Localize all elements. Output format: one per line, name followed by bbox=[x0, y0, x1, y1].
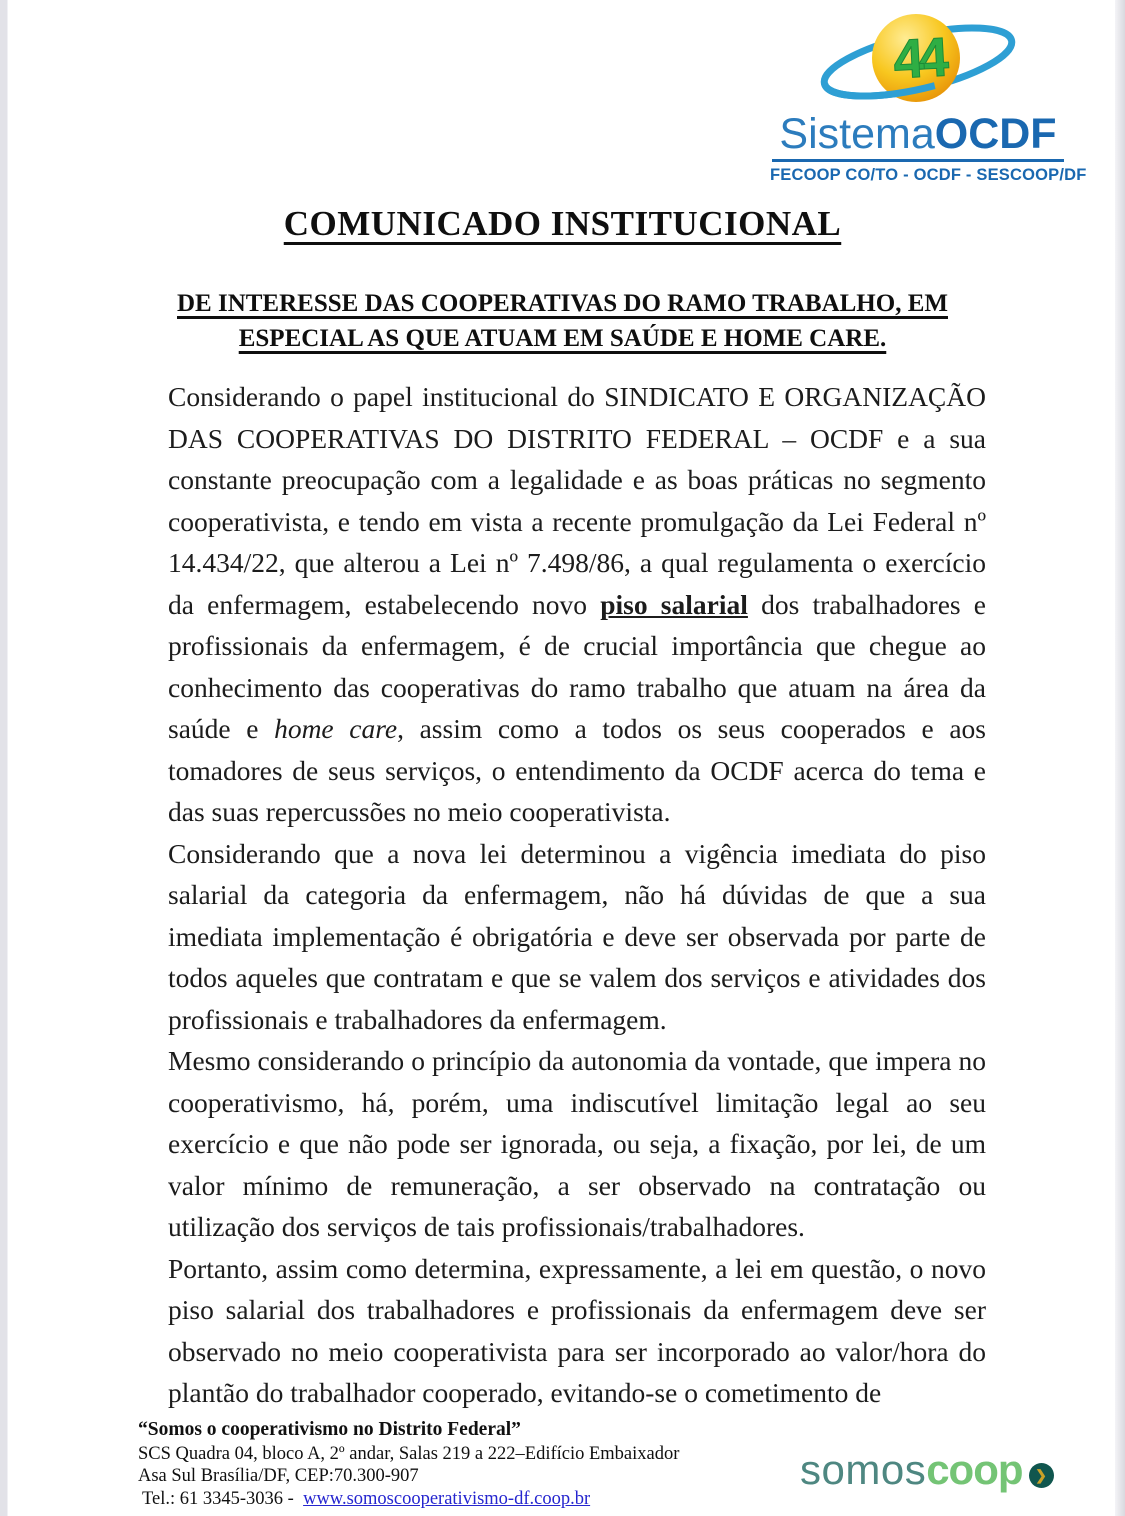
subtitle-line-2 bbox=[0, 321, 1125, 356]
page-subtitle bbox=[0, 286, 1125, 356]
body-text-run: Considerando o papel institucional do SINDICATO E ORGANIZAÇÃO DAS COOPERATIVAS DO DISTRITO FEDERAL – OCDF e a sua constante preocupação com a legalidade e as boas práticas no segmento cooperativista, e tendo em vista a recente promulgação da Lei Federal nº 14.434/22, que alterou a Lei nº 7.498/86, a qual regulamenta o exercício da enfermagem, estabelecendo novo bbox=[168, 381, 986, 620]
body-text-run: dos trabalhadores e profissionais da enfermagem, é de crucial importância que chegue ao conhecimento das cooperativas do ramo trabalho que atuam na área da saúde e bbox=[168, 588, 987, 744]
emphasized-text: home care bbox=[274, 713, 398, 744]
brand-subline: FECOOP CO/TO - OCDF - SESCOOP/DF bbox=[770, 166, 1087, 185]
brand-name bbox=[770, 112, 1066, 157]
emphasized-text: piso salarial bbox=[600, 588, 748, 620]
header-logo bbox=[770, 6, 1087, 185]
subtitle-text-1: DE INTERESSE DAS COOPERATIVAS DO RAMO TRABALHO, EM bbox=[177, 290, 948, 317]
somoscoop-logo bbox=[800, 1446, 1054, 1493]
brand-divider bbox=[772, 159, 1064, 162]
body-paragraph bbox=[168, 376, 986, 833]
body-text-run: Mesmo considerando o princípio da autonomia da vontade, que impera no cooperativismo, há, porém, uma indiscutível limitação legal ao seu exercício e que não pode ser ignorada, ou seja, a fixação, por lei, de um valor mínimo de remuneração, a ser observado na contratação ou utilização dos serviços de tais profissionais/trabalhadores. bbox=[168, 1045, 986, 1242]
footer-address-1: SCS Quadra 04, bloco A, 2º andar, Salas 219 a 222–Edifício Embaixador bbox=[138, 1443, 680, 1464]
body-paragraph bbox=[168, 1040, 986, 1248]
somoscoop-somos-text: somos bbox=[800, 1446, 927, 1493]
subtitle-line-1 bbox=[0, 286, 1125, 321]
chevron-badge-icon: ❯ bbox=[1029, 1463, 1054, 1488]
somoscoop-coop-text: coop bbox=[926, 1446, 1023, 1493]
footer-contact bbox=[138, 1419, 679, 1510]
globe-44-icon bbox=[815, 6, 1021, 116]
footer-phone-text: Tel.: 61 3345-3036 - bbox=[142, 1488, 294, 1509]
brand-ocdf: OCDF bbox=[934, 110, 1057, 158]
body-text-run: Portanto, assim como determina, expressamente, a lei em questão, o novo piso salarial dos trabalhadores e profissionais da enfermagem deve ser observado no meio cooperativista para ser incorporado ao valor/hora do plantão do trabalhador cooperado, evitando-se o cometimento de bbox=[168, 1252, 986, 1408]
body-text-run: Considerando que a nova lei determinou a vigência imediata do piso salarial da categoria da enfermagem, não há dúvidas de que a sua imediata implementação é obrigatória e deve ser observada por parte de todos aqueles que contratam e que se valem dos serviços e atividades dos profissionais e trabalhadores da enfermagem. bbox=[168, 837, 986, 1035]
body-paragraph bbox=[168, 833, 986, 1041]
brand-sistema: Sistema bbox=[779, 110, 935, 158]
footer-address-2: Asa Sul Brasília/DF, CEP:70.300-907 bbox=[138, 1466, 419, 1486]
footer-quote: “Somos o cooperativismo no Distrito Federal” bbox=[138, 1419, 521, 1440]
body-paragraph bbox=[168, 1248, 986, 1414]
logo-44-glyph: 44 bbox=[891, 25, 945, 91]
body-text-run: , assim como a todos os seus cooperados e aos tomadores de seus serviços, o entendimento da OCDF acerca do tema e das suas repercussões no meio cooperativista. bbox=[168, 713, 986, 827]
page-title: COMUNICADO INSTITUCIONAL bbox=[283, 204, 842, 243]
footer-website-link[interactable]: www.somoscooperativismo-df.coop.br bbox=[303, 1488, 591, 1509]
subtitle-text-2: ESPECIAL AS QUE ATUAM EM SAÚDE E HOME CARE. bbox=[238, 325, 887, 352]
footer-phone bbox=[138, 1488, 679, 1511]
document-body bbox=[168, 376, 986, 1414]
